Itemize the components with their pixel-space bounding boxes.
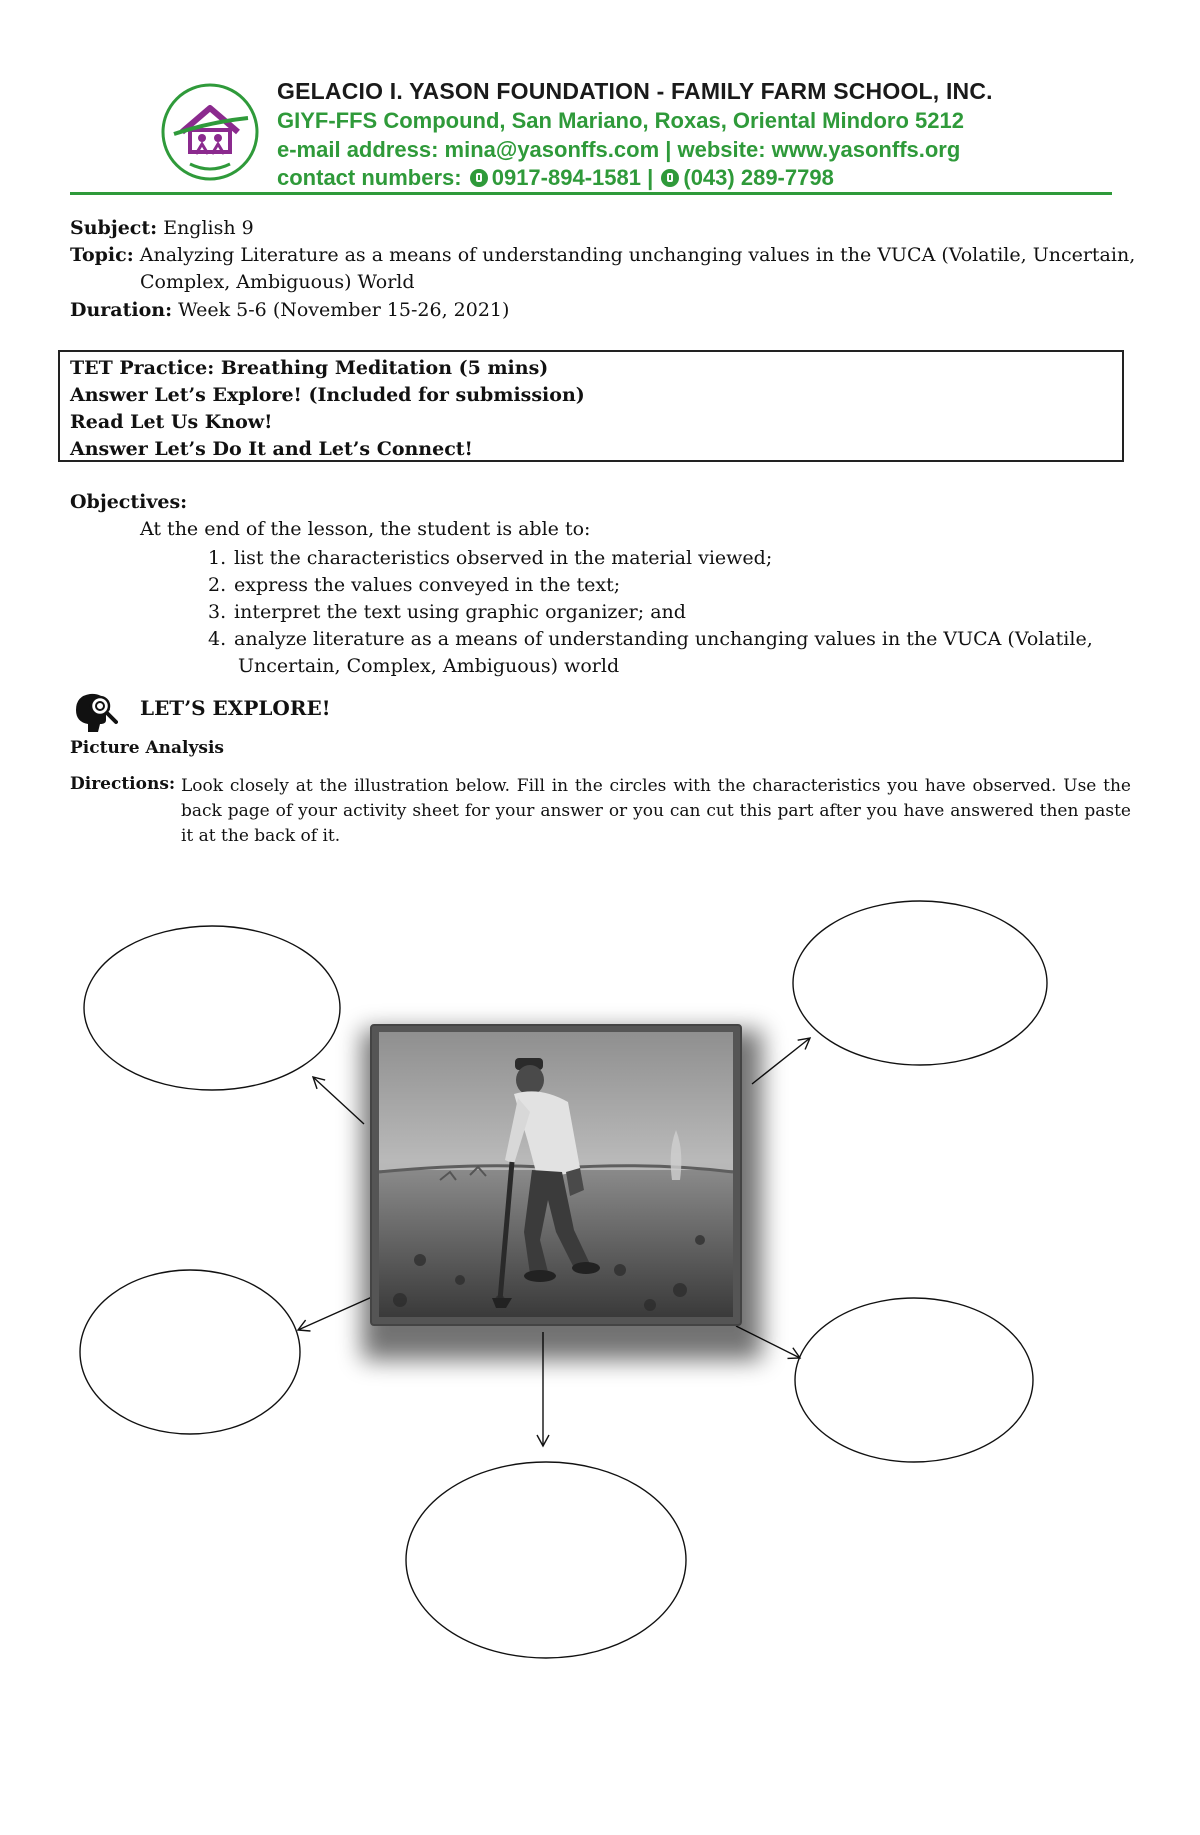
subject-line xyxy=(70,215,254,242)
arrow xyxy=(298,1297,372,1330)
objective-item-continued: Uncertain, Complex, Ambiguous) world xyxy=(238,655,620,677)
contact-separator: | xyxy=(647,165,654,190)
task-item: Answer Let’s Do It and Let’s Connect! xyxy=(70,438,473,460)
foundation-logo xyxy=(160,82,260,182)
duration-value: Week 5-6 (November 15-26, 2021) xyxy=(178,299,510,321)
lets-explore-heading: LET’S EXPLORE! xyxy=(140,696,331,720)
subject-value: English 9 xyxy=(163,217,254,239)
topic-value: Analyzing Literature as a means of understanding unchanging values in the VUCA (Volatile, Uncertain, xyxy=(139,244,1136,266)
activity-title: Picture Analysis xyxy=(70,738,224,758)
task-item: Answer Let’s Explore! (Included for submission) xyxy=(70,384,585,406)
arrow xyxy=(313,1077,364,1124)
telephone-icon xyxy=(661,169,679,187)
duration-label: Duration: xyxy=(70,299,173,321)
answer-bubble[interactable] xyxy=(793,901,1047,1065)
objective-item: 4. analyze literature as a means of understanding unchanging values in the VUCA (Volatile, xyxy=(208,628,1093,650)
objective-item: 1. list the characteristics observed in the material viewed; xyxy=(208,547,773,569)
task-item: Read Let Us Know! xyxy=(70,411,273,433)
objectives-intro: At the end of the lesson, the student is able to: xyxy=(140,518,591,540)
farmer-painting xyxy=(362,1025,762,1360)
mobile-number: 0917-894-1581 xyxy=(491,165,641,190)
head-magnifier-icon xyxy=(70,690,118,734)
answer-bubble[interactable] xyxy=(795,1298,1033,1462)
subject-label: Subject: xyxy=(70,217,158,239)
organization-name: GELACIO I. YASON FOUNDATION - FAMILY FARM SCHOOL, INC. xyxy=(277,78,993,104)
duration-line xyxy=(70,297,509,324)
header-divider xyxy=(70,192,1112,195)
answer-bubble[interactable] xyxy=(84,926,340,1090)
objective-item: 2. express the values conveyed in the text; xyxy=(208,574,621,596)
mobile-phone-icon xyxy=(470,169,488,187)
directions-text: Look closely at the illustration below. Fill in the circles with the characteristics you have observed. Use the back page of your activity sheet for your answer or you can cut this part after you have answered then paste it at the back of it. xyxy=(181,776,1131,846)
answer-bubble[interactable] xyxy=(406,1462,686,1658)
topic-line xyxy=(70,242,1135,269)
landline-number: (043) 289-7798 xyxy=(683,165,834,190)
objectives-heading: Objectives: xyxy=(70,491,188,513)
graphic-organizer xyxy=(0,880,1200,1710)
objectives-list xyxy=(208,545,1093,680)
task-item: TET Practice: Breathing Meditation (5 mins) xyxy=(70,357,549,379)
email-website-line: e-mail address: mina@yasonffs.com | website: www.yasonffs.org xyxy=(277,137,961,162)
answer-bubble[interactable] xyxy=(80,1270,300,1434)
contact-label: contact numbers: xyxy=(277,165,462,190)
task-box xyxy=(58,350,1124,462)
topic-value-continued: Complex, Ambiguous) World xyxy=(140,271,415,293)
directions-label: Directions: xyxy=(70,774,176,794)
contact-line xyxy=(277,165,834,191)
organization-address: GIYF-FFS Compound, San Mariano, Roxas, Oriental Mindoro 5212 xyxy=(277,108,964,133)
topic-label: Topic: xyxy=(70,244,134,266)
objective-item: 3. interpret the text using graphic organizer; and xyxy=(208,601,686,623)
